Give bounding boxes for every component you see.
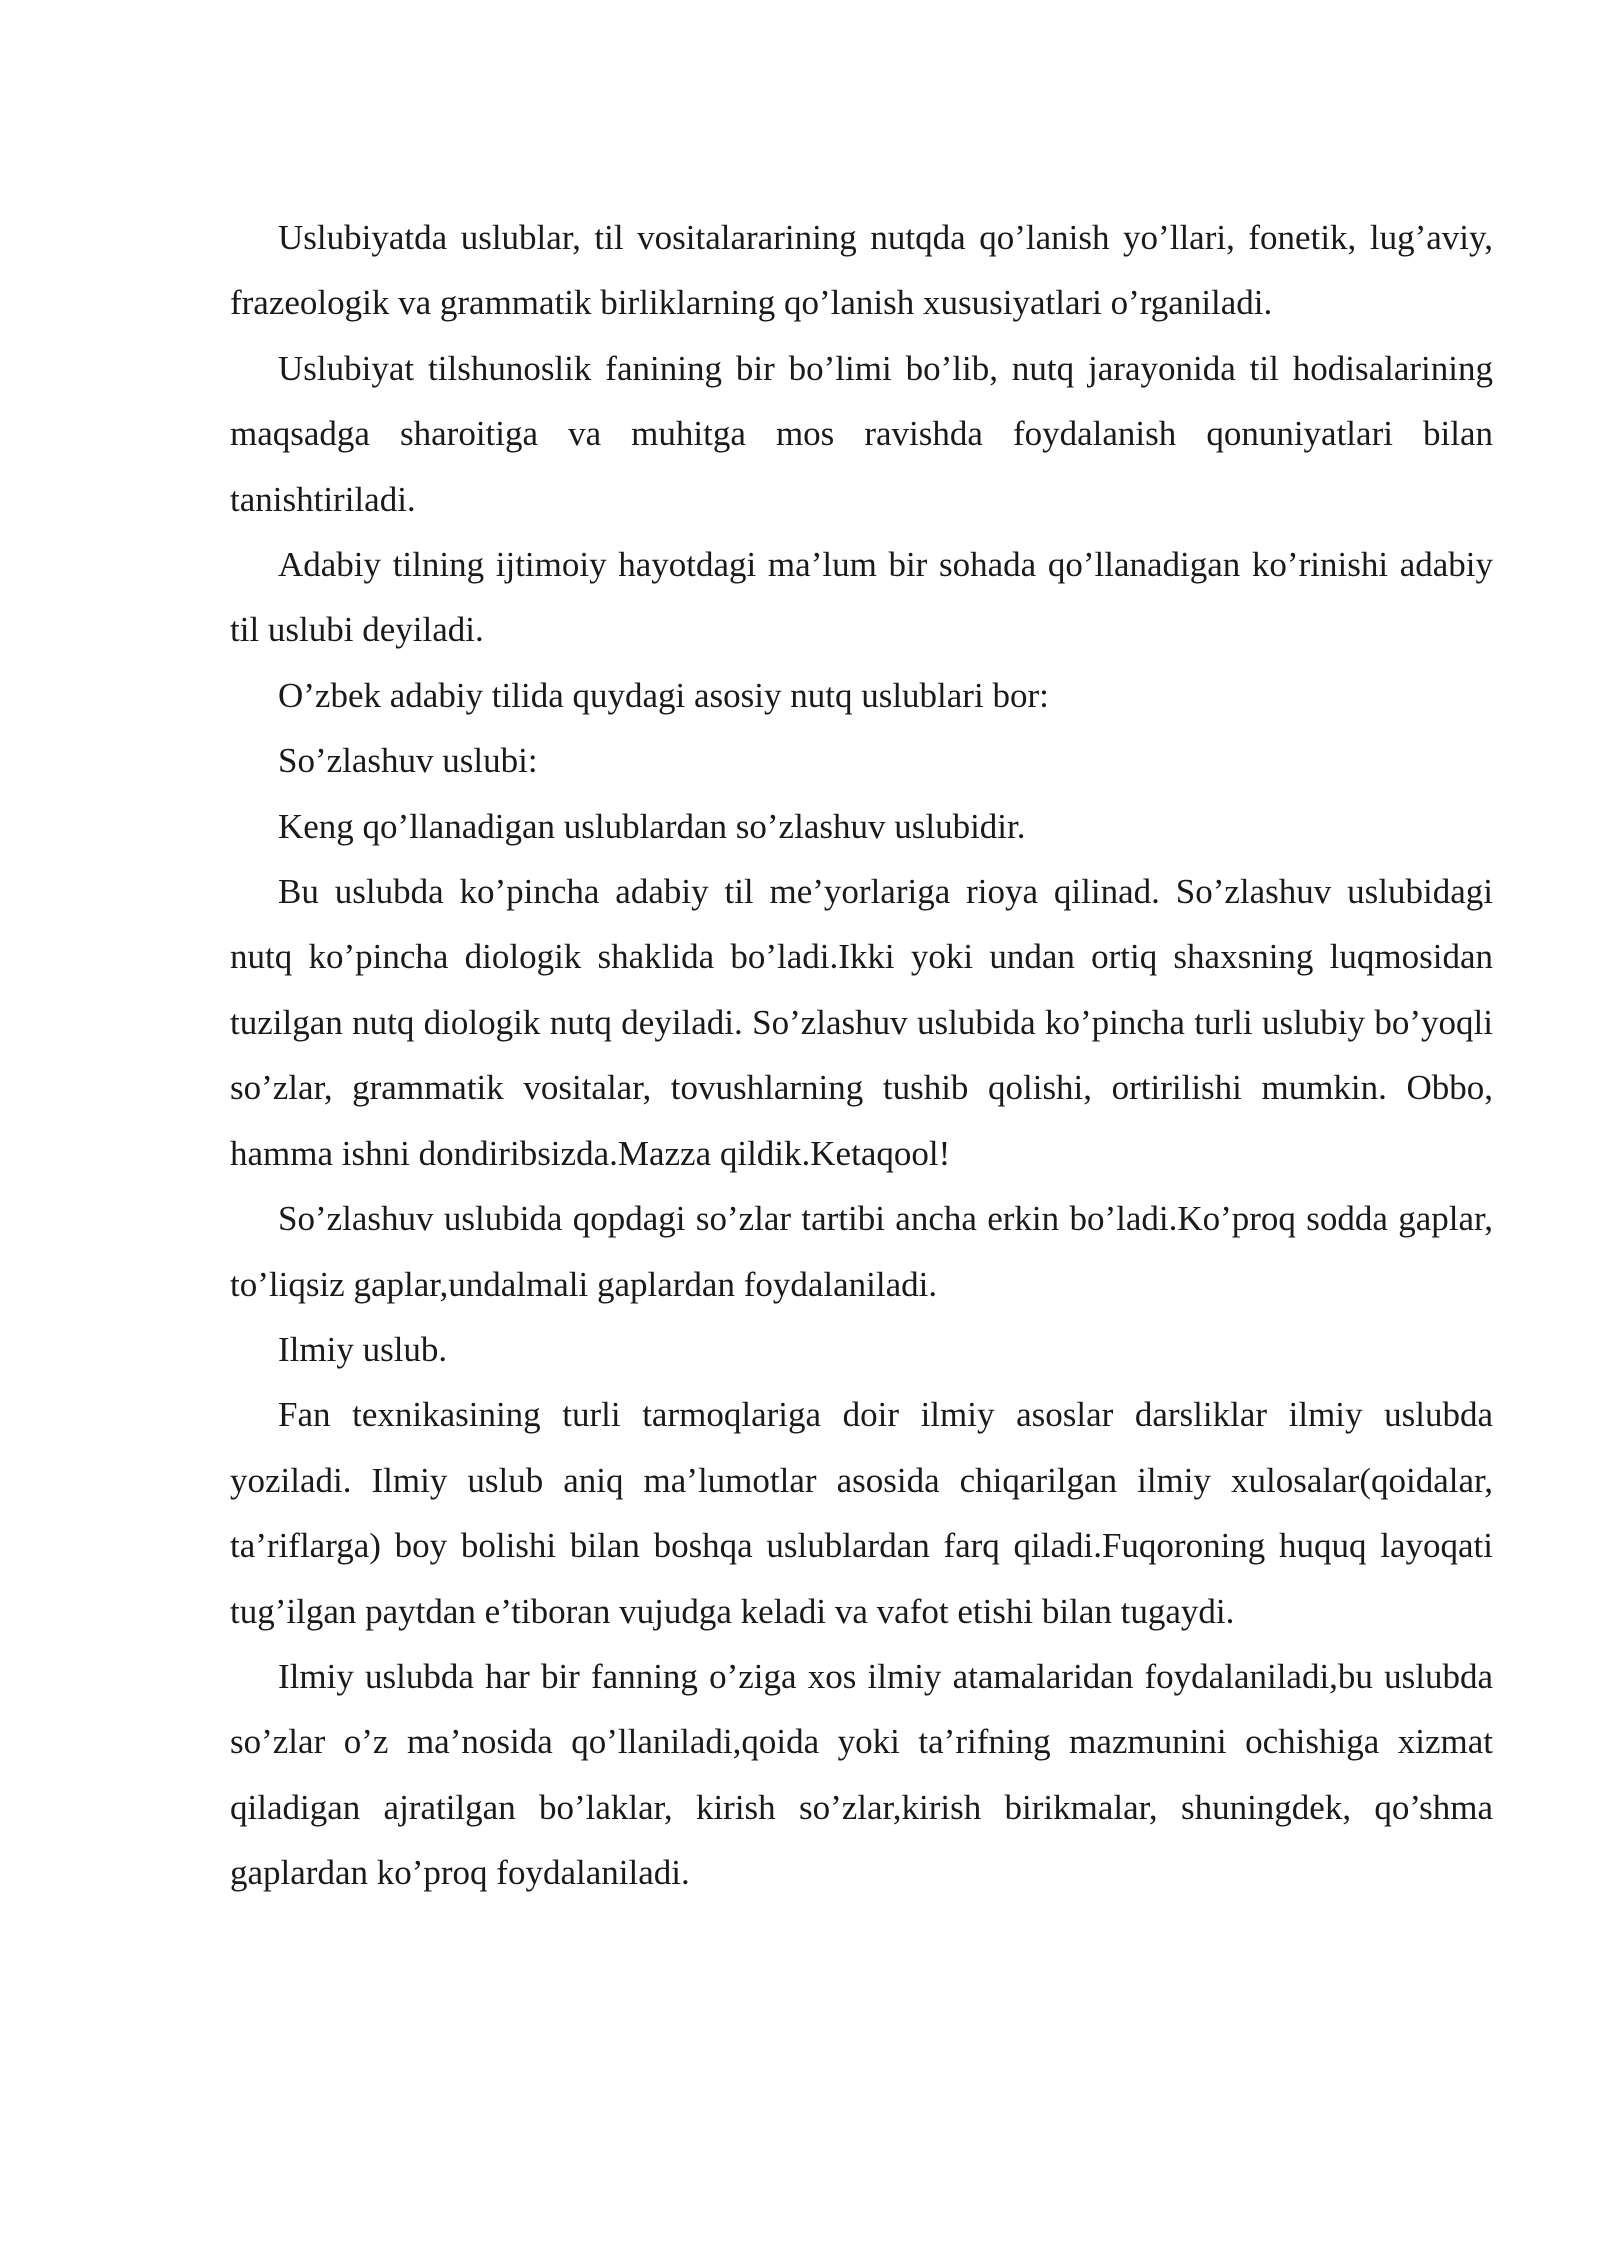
paragraph: O’zbek adabiy tilida quydagi asosiy nutq uslublari bor: — [278, 675, 1049, 715]
paragraph: So’zlashuv uslubida qopdagi so’zlar tartibi ancha erkin bo’ladi.Ko’proq sodda gaplar, to’liqsiz gaplar,undalmali gaplardan foydalaniladi. — [230, 1199, 1493, 1304]
document-body — [230, 205, 1493, 1906]
section-heading: So’zlashuv uslubi: — [278, 741, 538, 781]
paragraph: Keng qo’llanadigan uslublardan so’zlashuv uslubidir. — [278, 806, 1026, 846]
paragraph: Adabiy tilning ijtimoiy hayotdagi ma’lum bir sohada qo’llanadigan ko’rinishi adabiy til uslubi deyiladi. — [230, 545, 1493, 650]
paragraph: Ilmiy uslubda har bir fanning o’ziga xos ilmiy atamalaridan foydalaniladi,bu uslubda so’zlar o’z ma’nosida qo’llaniladi,qoida yoki ta’rifning mazmunini ochishiga xizmat qiladigan ajratilgan bo’laklar, kirish so’zlar,kirish birikmalar, shuningdek, qo’shma gaplardan ko’proq foydalaniladi. — [230, 1656, 1493, 1893]
paragraph: Fan texnikasining turli tarmoqlariga doir ilmiy asoslar darsliklar ilmiy uslubda yoziladi. Ilmiy uslub aniq ma’lumotlar asosida chiqarilgan ilmiy xulosalar(qoidalar, ta’riflarga) boy bolishi bilan boshqa uslublardan farq qiladi.Fuqoroning huquq layoqati tug’ilgan paytdan e’tiboran vujudga keladi va vafot etishi bilan tugaydi. — [230, 1395, 1493, 1631]
paragraph: Uslubiyatda uslublar, til vositalararining nutqda qo’lanish yo’llari, fonetik, lug’aviy, frazeologik va grammatik birliklarning qo’lanish xususiyatlari o’rganiladi. — [230, 218, 1493, 323]
paragraph: Bu uslubda ko’pincha adabiy til me’yorlariga rioya qilinad. So’zlashuv uslubidagi nutq ko’pincha diologik shaklida bo’ladi.Ikki yoki undan ortiq shaxsning luqmosidan tuzilgan nutq diologik nutq deyiladi. So’zlashuv uslubida ko’pincha turli uslubiy bo’yoqli so’zlar, grammatik vositalar, tovushlarning tushib qolishi, ortirilishi mumkin. Obbo, hamma ishni dondiribsizda.Mazza qildik.Ketaqool! — [230, 872, 1493, 1173]
paragraph: Uslubiyat tilshunoslik fanining bir bo’limi bo’lib, nutq jarayonida til hodisalarining maqsadga sharoitiga va muhitga mos ravishda foydalanish qonuniyatlari bilan tanishtiriladi. — [230, 348, 1493, 519]
section-heading: Ilmiy uslub. — [278, 1329, 448, 1369]
